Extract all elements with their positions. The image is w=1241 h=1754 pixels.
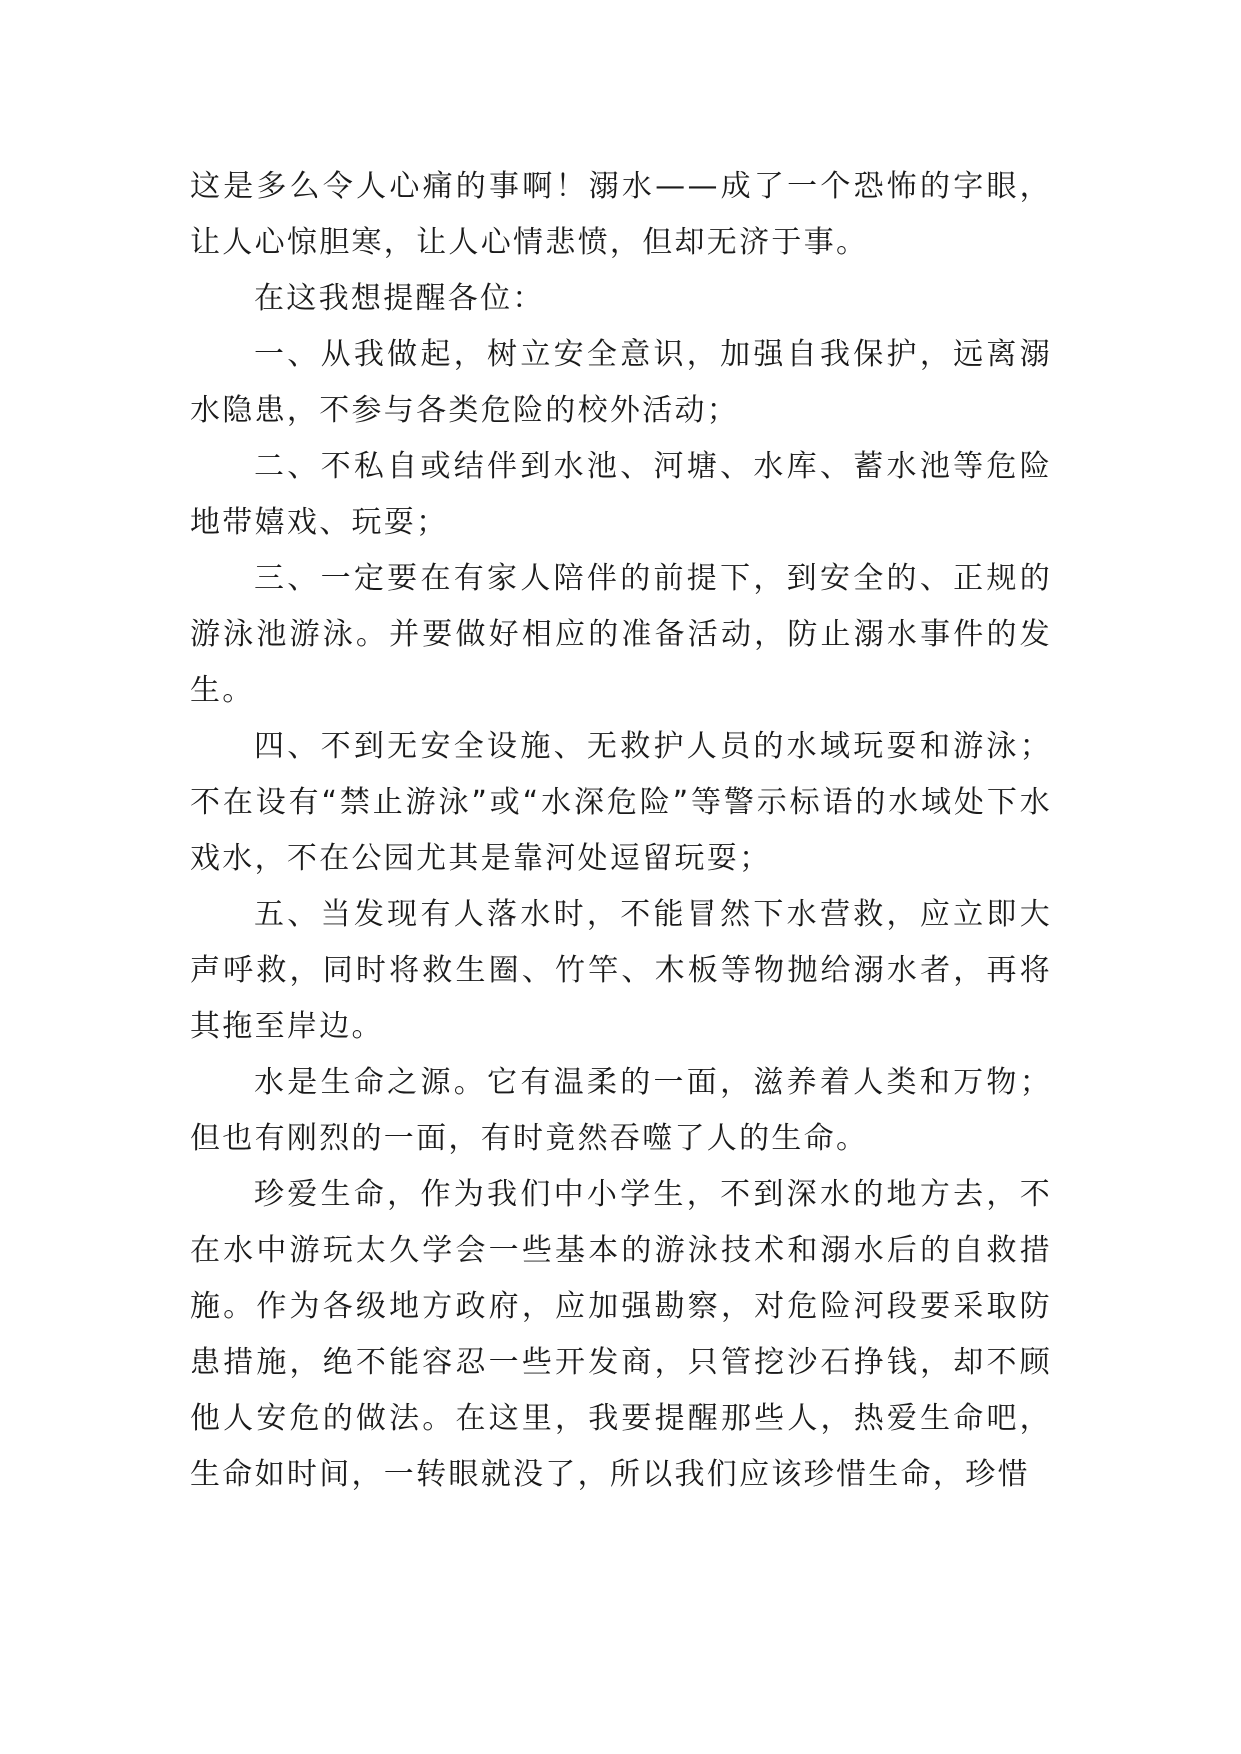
paragraph-continuation: 这是多么令人心痛的事啊！溺水——成了一个恐怖的字眼，让人心惊胆寒，让人心情悲愤，但却无济于事。 bbox=[190, 169, 1052, 260]
paragraph-point-three: 三、一定要在有家人陪伴的前提下，到安全的、正规的游泳池游泳。并要做好相应的准备活动，防止溺水事件的发生。 bbox=[190, 561, 1052, 708]
paragraph-point-two: 二、不私自或结伴到水池、河塘、水库、蓄水池等危险地带嬉戏、玩耍； bbox=[190, 449, 1052, 540]
paragraph-point-four: 四、不到无安全设施、无救护人员的水域玩耍和游泳；不在设有“禁止游泳”或“水深危险”等警示标语的水域处下水戏水，不在公园尤其是靠河处逗留玩耍； bbox=[190, 729, 1052, 876]
paragraph-point-five: 五、当发现有人落水时，不能冒然下水营救，应立即大声呼救，同时将救生圈、竹竿、木板等物抛给溺水者，再将其拖至岸边。 bbox=[190, 897, 1052, 1044]
paragraph-cherish-life: 珍爱生命，作为我们中小学生，不到深水的地方去，不在水中游玩太久学会一些基本的游泳技术和溺水后的自救措施。作为各级地方政府，应加强勘察，对危险河段要采取防患措施，绝不能容忍一些开发商，只管挖沙石挣钱，却不顾他人安危的做法。在这里，我要提醒那些人，热爱生命吧，生命如时间，一转眼就没了，所以我们应该珍惜生命，珍惜 bbox=[190, 1177, 1052, 1492]
paragraph-point-one: 一、从我做起，树立安全意识，加强自我保护，远离溺水隐患，不参与各类危险的校外活动； bbox=[190, 337, 1052, 428]
paragraph-reminder-intro: 在这我想提醒各位： bbox=[254, 281, 545, 316]
paragraph-water-source: 水是生命之源。它有温柔的一面，滋养着人类和万物；但也有刚烈的一面，有时竟然吞噬了人的生命。 bbox=[190, 1065, 1052, 1156]
document-body bbox=[190, 159, 1052, 1503]
